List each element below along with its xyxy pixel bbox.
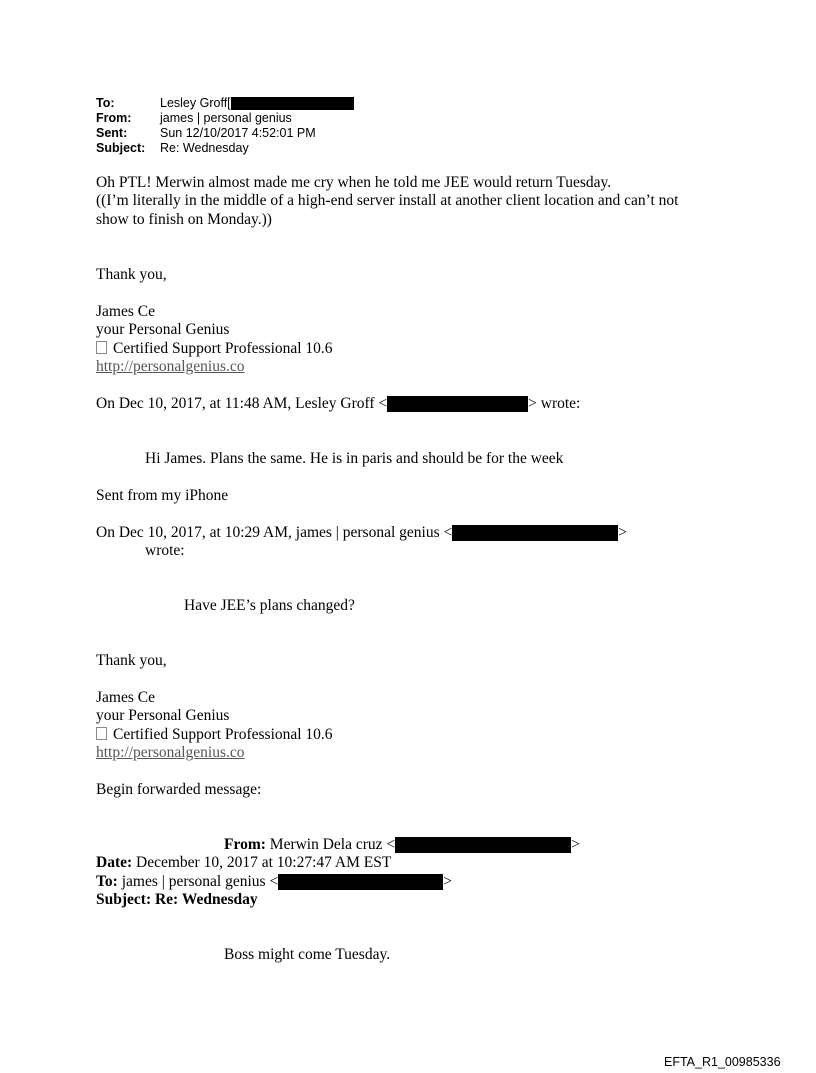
fwd-from-value: Merwin Dela cruz < (269, 836, 396, 853)
fwd-subject-row (96, 891, 258, 910)
fwd-from-row (224, 836, 580, 855)
header-sent-row (96, 126, 316, 141)
signature-cert-text: Certified Support Professional 10.6 (113, 340, 333, 357)
subject-value: Re: Wednesday (160, 141, 249, 155)
sent-from-text: Sent from my iPhone (96, 487, 229, 504)
apple-logo-icon (96, 727, 107, 740)
signature2-name: James Ce (96, 689, 155, 706)
signature-title: your Personal Genius (96, 321, 230, 338)
fwd-subject-label: Subject: (96, 891, 152, 908)
header-to-row (96, 96, 354, 111)
apple-logo-icon (96, 341, 107, 354)
redaction-bar (452, 525, 618, 541)
signature2-cert-text: Certified Support Professional 10.6 (113, 726, 333, 743)
quote2-body: Have JEE’s plans changed? (184, 597, 355, 614)
signature-link[interactable]: http://personalgenius.co (96, 358, 245, 375)
fwd-to-suffix: > (443, 873, 452, 890)
subject-label: Subject: (96, 141, 146, 155)
fwd-to-row (96, 873, 452, 892)
fwd-to-value: james | personal genius < (121, 873, 279, 890)
body-line-2: ((I’m literally in the middle of a high-end server install at another client location and can’t not (96, 192, 679, 209)
header-from-row (96, 111, 292, 126)
fwd-body: Boss might come Tuesday. (224, 946, 391, 963)
signature-name: James Ce (96, 303, 155, 320)
sent-label: Sent: (96, 126, 128, 140)
quote2-attribution (96, 524, 627, 543)
thanks-text: Thank you, (96, 266, 167, 283)
quote1-prefix: On Dec 10, 2017, at 11:48 AM, Lesley Groff < (96, 395, 388, 412)
document-id: EFTA_R1_00985336 (664, 1055, 781, 1069)
redaction-bar (231, 97, 354, 110)
header-subject-row (96, 141, 249, 156)
quote2-prefix: On Dec 10, 2017, at 10:29 AM, james | personal genius < (96, 524, 453, 541)
redaction-bar (395, 837, 571, 853)
sent-value: Sun 12/10/2017 4:52:01 PM (160, 126, 316, 140)
redaction-bar (387, 396, 528, 412)
quote2-wrote: wrote: (145, 542, 185, 559)
signature2-title: your Personal Genius (96, 707, 230, 724)
redaction-bar (278, 874, 443, 890)
to-label: To: (96, 96, 115, 110)
fwd-from-suffix: > (571, 836, 580, 853)
fwd-date-label: Date: (96, 854, 133, 871)
to-value: Lesley Groff[ (160, 96, 231, 110)
quote1-attribution (96, 395, 580, 414)
from-value: james | personal genius (160, 111, 292, 125)
fwd-to-label: To: (96, 873, 118, 890)
thanks-text-2: Thank you, (96, 652, 167, 669)
forwarded-heading: Begin forwarded message: (96, 781, 262, 798)
signature2-link[interactable]: http://personalgenius.co (96, 744, 245, 761)
quote2-suffix: > (618, 524, 627, 541)
quote1-body: Hi James. Plans the same. He is in paris and should be for the week (145, 450, 564, 467)
fwd-date-value: December 10, 2017 at 10:27:47 AM EST (136, 854, 392, 871)
body-line-3: show to finish on Monday.)) (96, 211, 272, 228)
signature2-cert (96, 726, 333, 745)
quote1-suffix: > wrote: (528, 395, 581, 412)
fwd-from-label: From: (224, 836, 266, 853)
fwd-date-row (96, 854, 391, 873)
body-line-1: Oh PTL! Merwin almost made me cry when he told me JEE would return Tuesday. (96, 174, 612, 191)
signature-cert (96, 340, 333, 359)
from-label: From: (96, 111, 132, 125)
fwd-subject-value: Re: Wednesday (154, 891, 258, 908)
